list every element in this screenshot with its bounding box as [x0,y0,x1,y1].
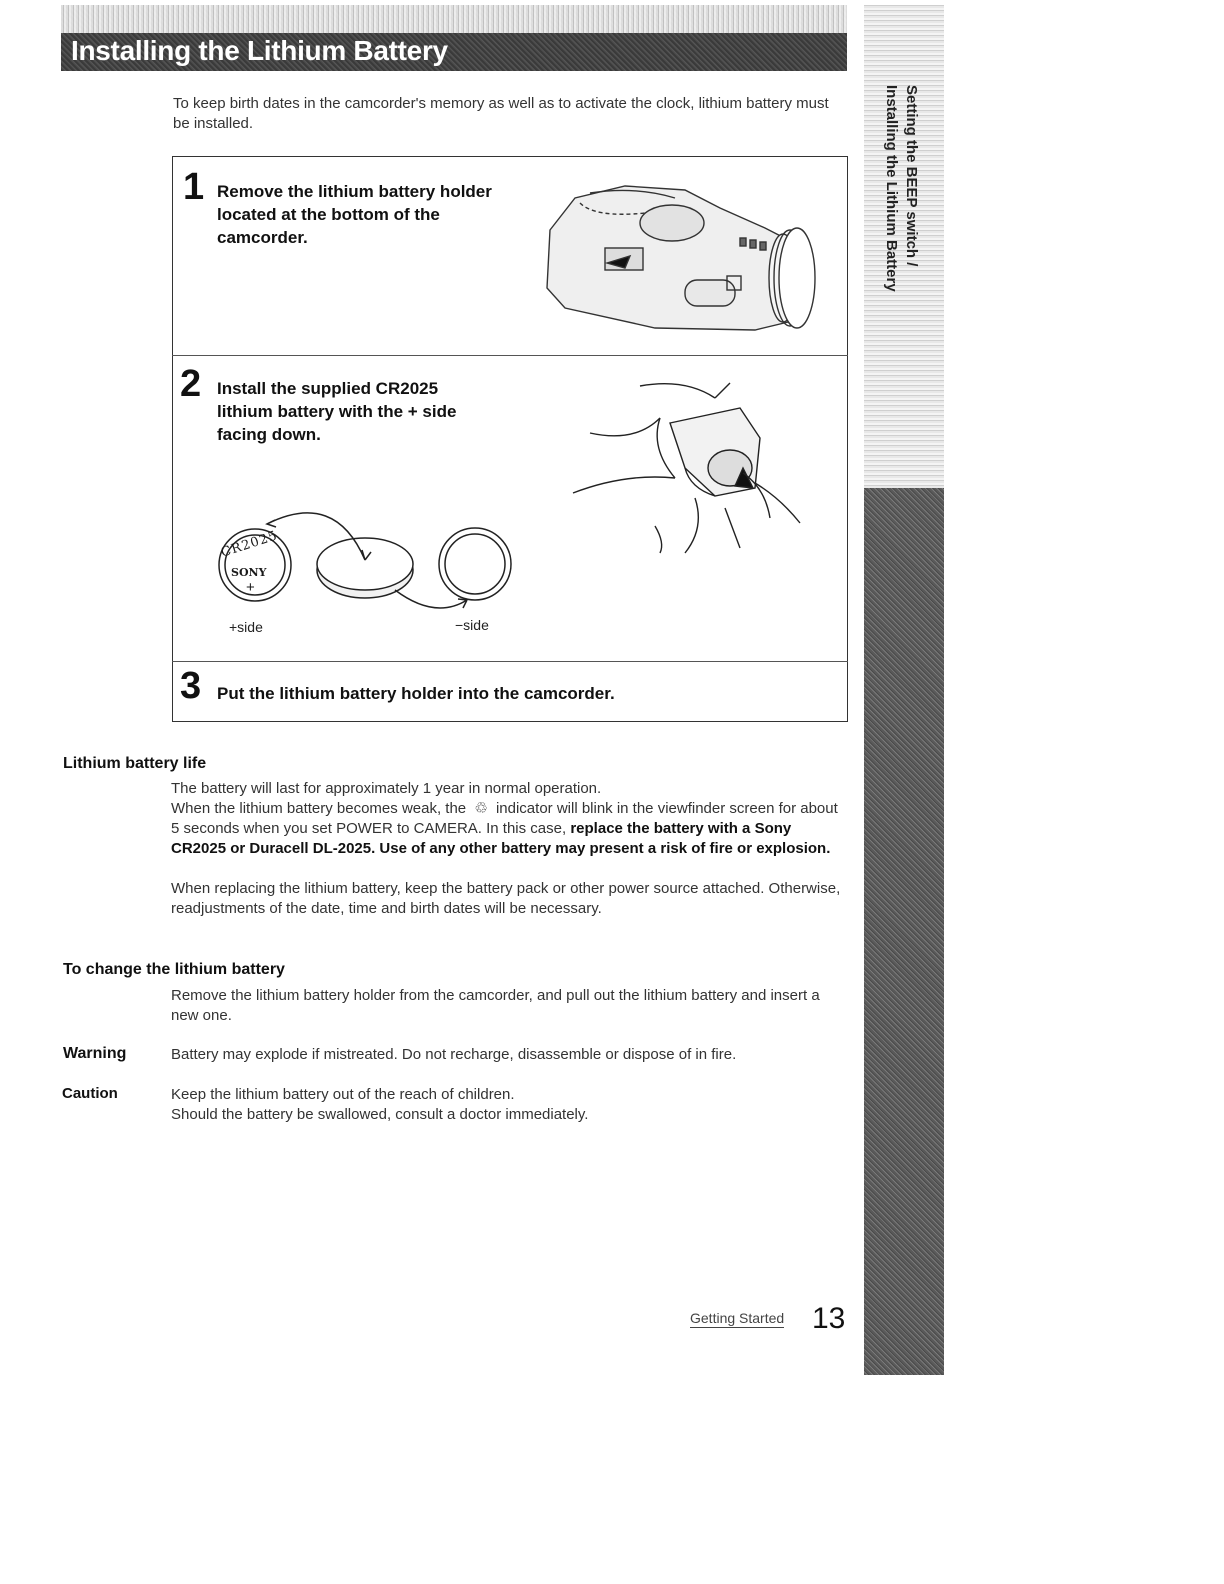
intro-text: To keep birth dates in the camcorder's memory as well as to activate the clock, lithium battery must be installed. [173,95,829,132]
life-paragraph-1: The battery will last for approximately 1 year in normal operation. [171,780,602,797]
camcorder-illustration [535,168,835,338]
side-tab-line2: Installing the Lithium Battery [883,85,900,292]
life-heading: Lithium battery life [63,755,207,772]
step-2-number: 2 [180,363,202,405]
battery-warning-indicator-icon: ♲ [474,800,488,817]
life-paragraph-3: When replacing the lithium battery, keep the battery pack or other power source attached. Otherwise, readjustments of the date, time and birth dates will be necessary. [171,880,841,917]
battery-holder-illustration [565,378,810,558]
step-1-number: 1 [183,166,205,208]
warning-text: Battery may explode if mistreated. Do not recharge, disassemble or dispose of in fire. [171,1046,737,1063]
life-p2-start: When the lithium battery becomes weak, the [171,800,467,817]
battery-minus-side-coin [439,528,511,600]
step-1-text: Remove the lithium battery holder located at the bottom of the camcorder. [217,182,492,247]
step-3-number: 3 [180,665,202,707]
side-tab-lower [864,488,944,1375]
caution-label: Caution [62,1085,118,1102]
side-tab-line1: Setting the BEEP switch / [903,85,920,267]
footer-section: Getting Started [690,1310,785,1326]
step-2-text: Install the supplied CR2025 lithium battery with the + side facing down. [217,379,457,444]
title-bar [61,5,847,71]
caution-line-1: Keep the lithium battery out of the reach of children. [171,1086,515,1103]
warning-label: Warning [63,1045,127,1062]
step-divider-1 [172,355,848,356]
change-text: Remove the lithium battery holder from the camcorder, and pull out the lithium battery and insert a new one. [171,987,820,1024]
life-body [171,779,846,919]
side-tab-text [868,75,928,315]
plus-side-label: +side [229,619,263,635]
coin-plus-mark: + [246,579,255,596]
coin-model-text: CR2025 [219,528,280,561]
caution-text [171,1085,846,1125]
life-paragraph-2 [171,799,846,859]
step-divider-2 [172,661,848,662]
coin-brand-text: SONY [231,566,267,579]
page-number: 13 [812,1302,846,1335]
step-3-text: Put the lithium battery holder into the camcorder. [217,684,615,703]
change-heading: To change the lithium battery [63,961,285,978]
caution-line-2: Should the battery be swallowed, consult a doctor immediately. [171,1106,589,1123]
title-bar-shade [61,5,847,33]
page-title: Installing the Lithium Battery [71,35,448,66]
life-p2-middle: indicator will blink in the viewfinder screen for about 5 seconds when you set POWER to CAMERA. In this case, [171,800,838,837]
life-p2-bold-warning: replace the battery with a Sony CR2025 or Duracell DL-2025. Use of any other battery may present a risk of fire or explosion. [171,820,831,857]
minus-side-label: −side [455,617,489,633]
